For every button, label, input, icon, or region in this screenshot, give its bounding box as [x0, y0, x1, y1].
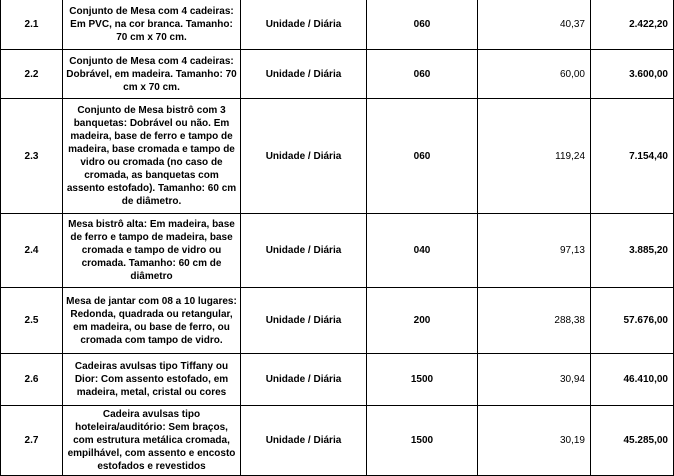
item-description: Cadeira avulsas tipo hoteleira/auditório: Sem braços, com estrutura metálica cromada, empilhável, com assento e encosto estofados e revestidos: [63, 406, 241, 476]
item-quantity: 060: [367, 50, 478, 99]
table-row: [1, 406, 674, 476]
item-description: Conjunto de Mesa com 4 cadeiras: Dobrável, em madeira. Tamanho: 70 cm x 70 cm.: [63, 50, 241, 99]
item-quantity: 060: [367, 0, 478, 50]
item-description: Mesa bistrô alta: Em madeira, base de ferro e tampo de madeira, base cromada e tampo de vidro ou cromada. Tamanho: 60 cm de diâmetro: [63, 214, 241, 288]
item-total: 2.422,20: [629, 19, 668, 30]
item-number: 2.5: [1, 288, 63, 354]
item-unit: Unidade / Diária: [241, 50, 367, 99]
item-total: 7.154,40: [629, 150, 668, 162]
item-number: 2.3: [1, 99, 63, 214]
item-number: 2.4: [1, 214, 63, 288]
item-number: 2.7: [1, 406, 63, 476]
table-row: [1, 214, 674, 288]
item-unit: Unidade / Diária: [241, 354, 367, 406]
item-unit: Unidade / Diária: [241, 0, 367, 50]
table-row: [1, 354, 674, 406]
item-total: 3.885,20: [629, 245, 668, 256]
item-total: 3.600,00: [629, 68, 668, 80]
item-unit: Unidade / Diária: [241, 214, 367, 288]
item-number: 2.6: [1, 354, 63, 406]
item-unit: Unidade / Diária: [241, 288, 367, 354]
item-unit-price: 288,38: [478, 288, 591, 354]
item-quantity: 1500: [367, 354, 478, 406]
item-description: Conjunto de Mesa com 4 cadeiras: Em PVC, na cor branca. Tamanho: 70 cm x 70 cm.: [63, 0, 241, 50]
item-quantity: 040: [367, 214, 478, 288]
table-row: [1, 50, 674, 99]
item-unit: Unidade / Diária: [241, 406, 367, 476]
item-unit-price: 30,94: [478, 354, 591, 406]
item-unit-price: 119,24: [478, 99, 591, 214]
item-description: Mesa de jantar com 08 a 10 lugares: Redonda, quadrada ou retangular, em madeira, ou base de ferro, ou cromada com tampo de vidro.: [63, 288, 241, 354]
item-unit-price: 40,37: [478, 0, 591, 50]
item-number: 2.2: [1, 50, 63, 99]
table-row: [1, 99, 674, 214]
item-unit: Unidade / Diária: [241, 99, 367, 214]
item-quantity: 1500: [367, 406, 478, 476]
item-quantity: 200: [367, 288, 478, 354]
item-unit-price: 60,00: [478, 50, 591, 99]
item-description: Conjunto de Mesa bistrô com 3 banquetas: Dobrável ou não. Em madeira, base de ferro e tampo de madeira, base cromada e tampo de vidro ou cromada (no caso de cromada, as banquetas com assento estofado). Tamanho: 60 cm de diâmetro.: [63, 99, 241, 214]
table-row: [1, 288, 674, 354]
item-quantity: 060: [367, 99, 478, 214]
item-total: 46.410,00: [623, 374, 668, 385]
table-row: [1, 0, 674, 50]
item-total: 57.676,00: [623, 315, 668, 326]
item-unit-price: 30,19: [478, 406, 591, 476]
item-unit-price: 97,13: [478, 214, 591, 288]
item-description: Cadeiras avulsas tipo Tiffany ou Dior: Com assento estofado, em madeira, metal, cristal ou cores: [63, 354, 241, 406]
item-total: 45.285,00: [623, 435, 668, 446]
item-number: 2.1: [1, 0, 63, 50]
